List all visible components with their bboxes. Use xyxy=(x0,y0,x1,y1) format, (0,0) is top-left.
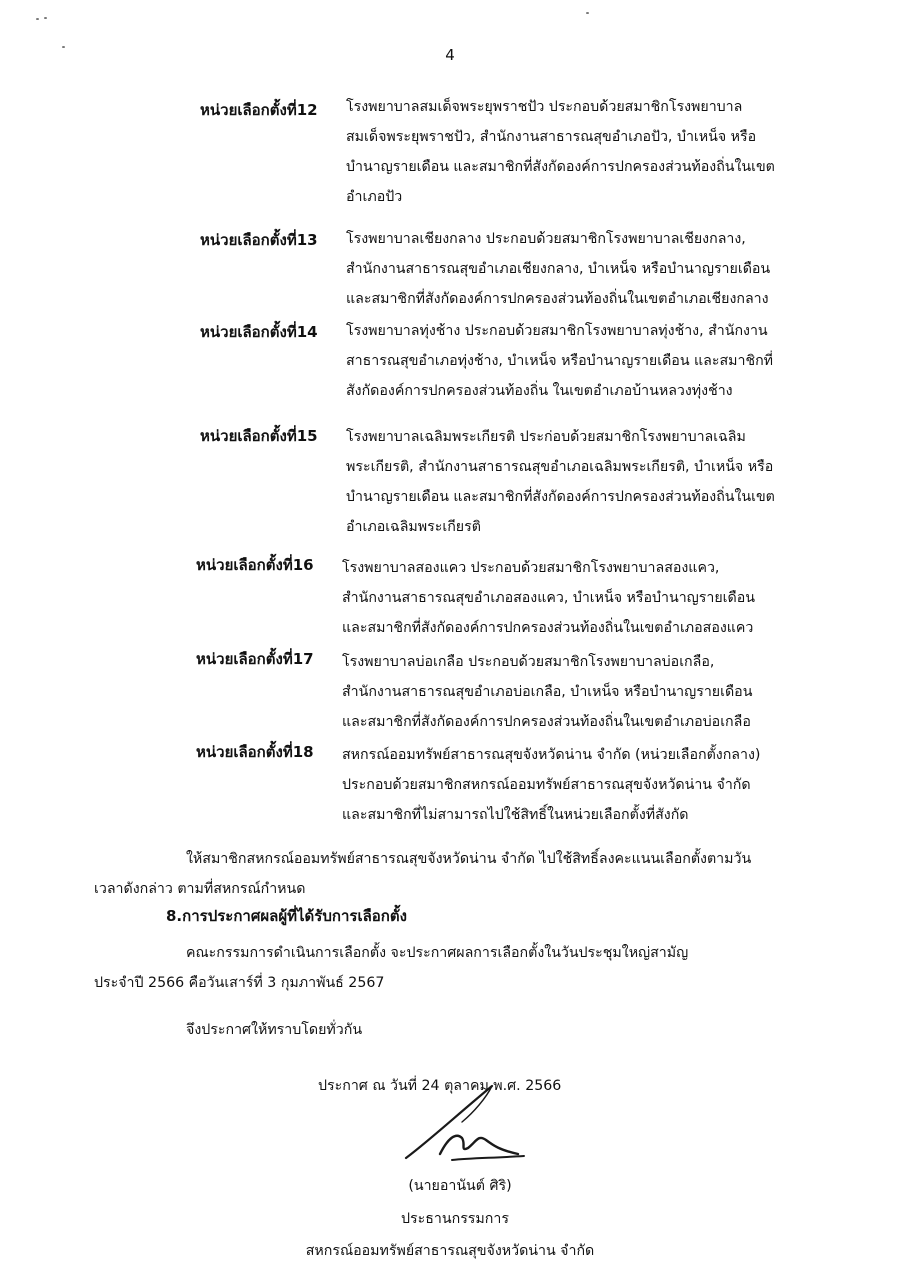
unit-description xyxy=(342,740,822,830)
description-line: บำนาญรายเดือน และสมาชิกที่สังกัดองค์การปกครองส่วนท้องถิ่นในเขต xyxy=(346,489,775,505)
unit-description xyxy=(346,92,826,212)
unit-label: หน่วยเลือกตั้งที่16 xyxy=(196,556,314,574)
description-line: โรงพยาบาลเชียงกลาง ประกอบด้วยสมาชิกโรงพยาบาลเชียงกลาง, xyxy=(346,231,746,247)
description-line: สำนักงานสาธารณสุขอำเภอสองแคว, บำเหน็จ หรือบำนาญรายเดือน xyxy=(342,590,755,606)
scan-speck xyxy=(586,12,589,14)
description-line: โรงพยาบาลทุ่งช้าง ประกอบด้วยสมาชิกโรงพยาบาลทุ่งช้าง, สำนักงาน xyxy=(346,323,768,339)
instruction-line: เวลาดังกล่าว ตามที่สหกรณ์กำหนด xyxy=(94,881,306,897)
section-8-heading: 8.การประกาศผลผู้ที่ได้รับการเลือกตั้ง xyxy=(166,907,407,925)
scan-speck xyxy=(44,17,47,19)
description-line: สมเด็จพระยุพราชปัว, สำนักงานสาธารณสุขอำเภอปัว, บำเหน็จ หรือ xyxy=(346,129,757,145)
description-line: โรงพยาบาลสองแคว ประกอบด้วยสมาชิกโรงพยาบาลสองแคว, xyxy=(342,560,720,576)
description-line: สำนักงานสาธารณสุขอำเภอเชียงกลาง, บำเหน็จ หรือบำนาญรายเดือน xyxy=(346,261,771,277)
description-line: อำเภอเฉลิมพระเกียรติ xyxy=(346,519,481,535)
description-line: บำนาญรายเดือน และสมาชิกที่สังกัดองค์การปกครองส่วนท้องถิ่นในเขต xyxy=(346,159,775,175)
signer-organization: สหกรณ์ออมทรัพย์สาธารณสุขจังหวัดน่าน จำกัด xyxy=(305,1243,595,1259)
unit-description xyxy=(342,553,822,643)
description-line: พระเกียรติ, สำนักงานสาธารณสุขอำเภอเฉลิมพระเกียรติ, บำเหน็จ หรือ xyxy=(346,459,774,475)
description-line: ประกอบด้วยสมาชิกสหกรณ์ออมทรัพย์สาธารณสุขจังหวัดน่าน จำกัด xyxy=(342,777,751,793)
instruction-line: ให้สมาชิกสหกรณ์ออมทรัพย์สาธารณสุขจังหวัดน่าน จำกัด ไปใช้สิทธิ์ลงคะแนนเลือกตั้งตามวัน xyxy=(186,851,752,867)
unit-description xyxy=(346,224,826,314)
unit-label: หน่วยเลือกตั้งที่13 xyxy=(200,231,318,249)
unit-label: หน่วยเลือกตั้งที่14 xyxy=(200,323,318,341)
description-line: โรงพยาบาลเฉลิมพระเกียรติ ประก่อบด้วยสมาชิกโรงพยาบาลเฉลิม xyxy=(346,429,746,445)
section-8-line: คณะกรรมการดำเนินการเลือกตั้ง จะประกาศผลการเลือกตั้งในวันประชุมใหญ่สามัญ xyxy=(186,945,689,961)
unit-description xyxy=(346,422,826,542)
unit-description xyxy=(346,316,826,406)
description-line: สำนักงานสาธารณสุขอำเภอบ่อเกลือ, บำเหน็จ หรือบำนาญรายเดือน xyxy=(342,684,753,700)
description-line: และสมาชิกที่สังกัดองค์การปกครองส่วนท้องถิ่นในเขตอำเภอบ่อเกลือ xyxy=(342,714,751,730)
description-line: สังกัดองค์การปกครองส่วนท้องถิ่น ในเขตอำเภอบ้านหลวงทุ่งช้าง xyxy=(346,383,733,399)
date-line: ประกาศ ณ วันที่ 24 ตุลาคม พ.ศ. 2566 xyxy=(318,1078,562,1094)
unit-label: หน่วยเลือกตั้งที่18 xyxy=(196,743,314,761)
description-line: สาธารณสุขอำเภอทุ่งช้าง, บำเหน็จ หรือบำนาญรายเดือน และสมาชิกที่ xyxy=(346,353,774,369)
unit-label: หน่วยเลือกตั้งที่12 xyxy=(200,101,318,119)
unit-label: หน่วยเลือกตั้งที่17 xyxy=(196,650,314,668)
signature-image xyxy=(400,1078,530,1168)
unit-label: หน่วยเลือกตั้งที่15 xyxy=(200,427,318,445)
signer-name: (นายอานันต์ ศิริ) xyxy=(408,1178,512,1194)
description-line: และสมาชิกที่สังกัดองค์การปกครองส่วนท้องถิ่นในเขตอำเภอสองแคว xyxy=(342,620,754,636)
description-line: สหกรณ์ออมทรัพย์สาธารณสุขจังหวัดน่าน จำกัด (หน่วยเลือกตั้งกลาง) xyxy=(342,747,761,763)
description-line: และสมาชิกที่ไม่สามารถไปใช้สิทธิ์ในหน่วยเลือกตั้งที่สังกัด xyxy=(342,807,689,823)
signer-title: ประธานกรรมการ xyxy=(401,1211,509,1227)
section-8-line: ประจำปี 2566 คือวันเสาร์ที่ 3 กุมภาพันธ์ 2567 xyxy=(94,975,385,991)
description-line: โรงพยาบาลบ่อเกลือ ประกอบด้วยสมาชิกโรงพยาบาลบ่อเกลือ, xyxy=(342,654,715,670)
description-line: โรงพยาบาลสมเด็จพระยุพราชปัว ประกอบด้วยสมาชิกโรงพยาบาล xyxy=(346,99,743,115)
unit-description xyxy=(342,647,822,737)
description-line: และสมาชิกที่สังกัดองค์การปกครองส่วนท้องถิ่นในเขตอำเภอเชียงกลาง xyxy=(346,291,769,307)
closing-line: จึงประกาศให้ทราบโดยทั่วกัน xyxy=(186,1022,363,1038)
page-number: 4 xyxy=(445,46,455,64)
description-line: อำเภอปัว xyxy=(346,189,403,205)
scan-speck xyxy=(36,18,39,20)
